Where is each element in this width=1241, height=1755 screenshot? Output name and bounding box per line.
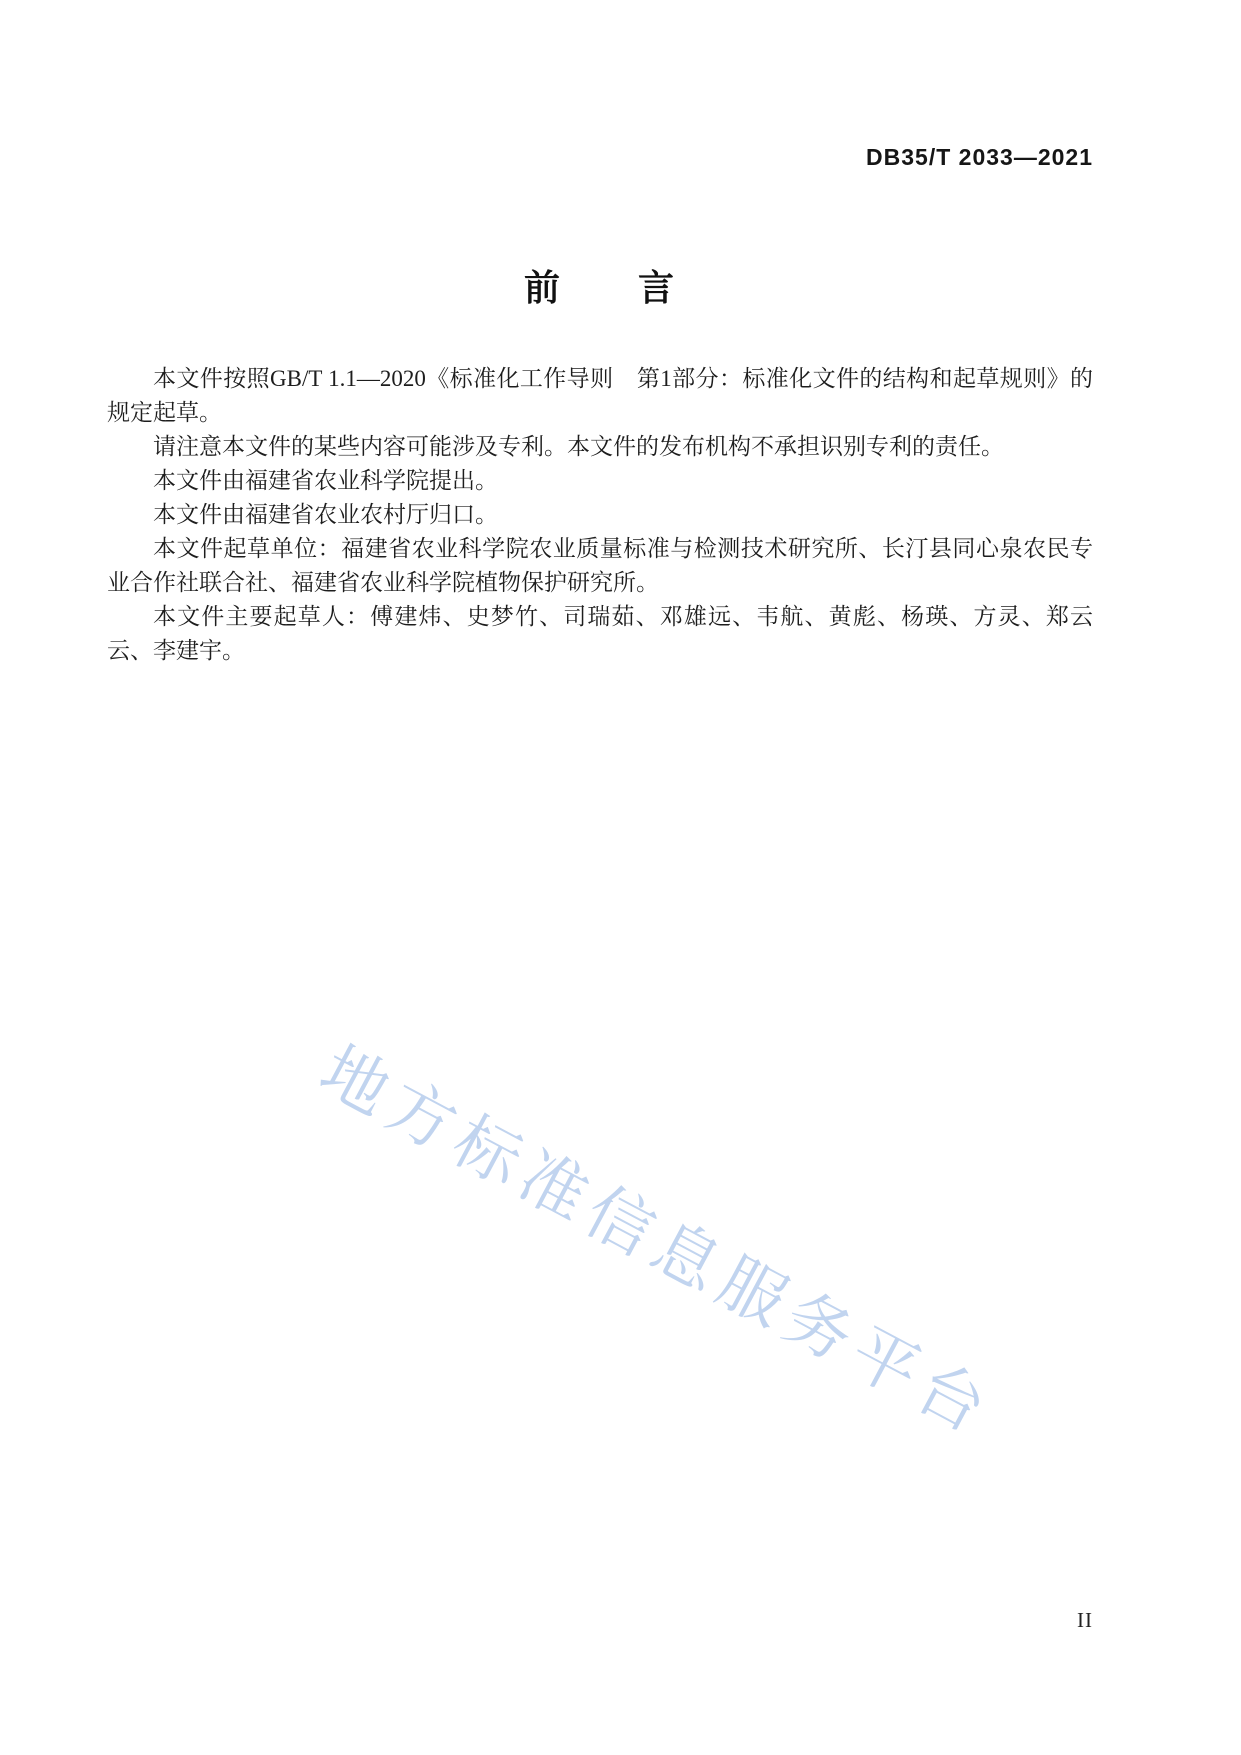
foreword-paragraph: 本文件由福建省农业科学院提出。 [153, 468, 498, 493]
page-title: 前 言 [523, 267, 676, 308]
watermark: 地方标准信息服务平台 [308, 1033, 1005, 1451]
standard-code: DB35/T 2033—2021 [866, 144, 1093, 170]
foreword-paragraph: 本文件按照GB/T 1.1—2020《标准化工作导则 第1部分：标准化文件的结构和起草规则》的规定起草。 [107, 366, 1093, 425]
foreword-body [107, 362, 1093, 668]
foreword-paragraph: 本文件主要起草人：傅建炜、史梦竹、司瑞茹、邓雄远、韦航、黄彪、杨瑛、方灵、郑云云、李建宇。 [107, 604, 1093, 663]
foreword-paragraph: 请注意本文件的某些内容可能涉及专利。本文件的发布机构不承担识别专利的责任。 [153, 434, 1004, 459]
foreword-paragraph: 本文件起草单位：福建省农业科学院农业质量标准与检测技术研究所、长汀县同心泉农民专业合作社联合社、福建省农业科学院植物保护研究所。 [107, 536, 1093, 595]
foreword-paragraph: 本文件由福建省农业农村厅归口。 [153, 502, 498, 527]
page-number: II [1077, 1608, 1093, 1632]
